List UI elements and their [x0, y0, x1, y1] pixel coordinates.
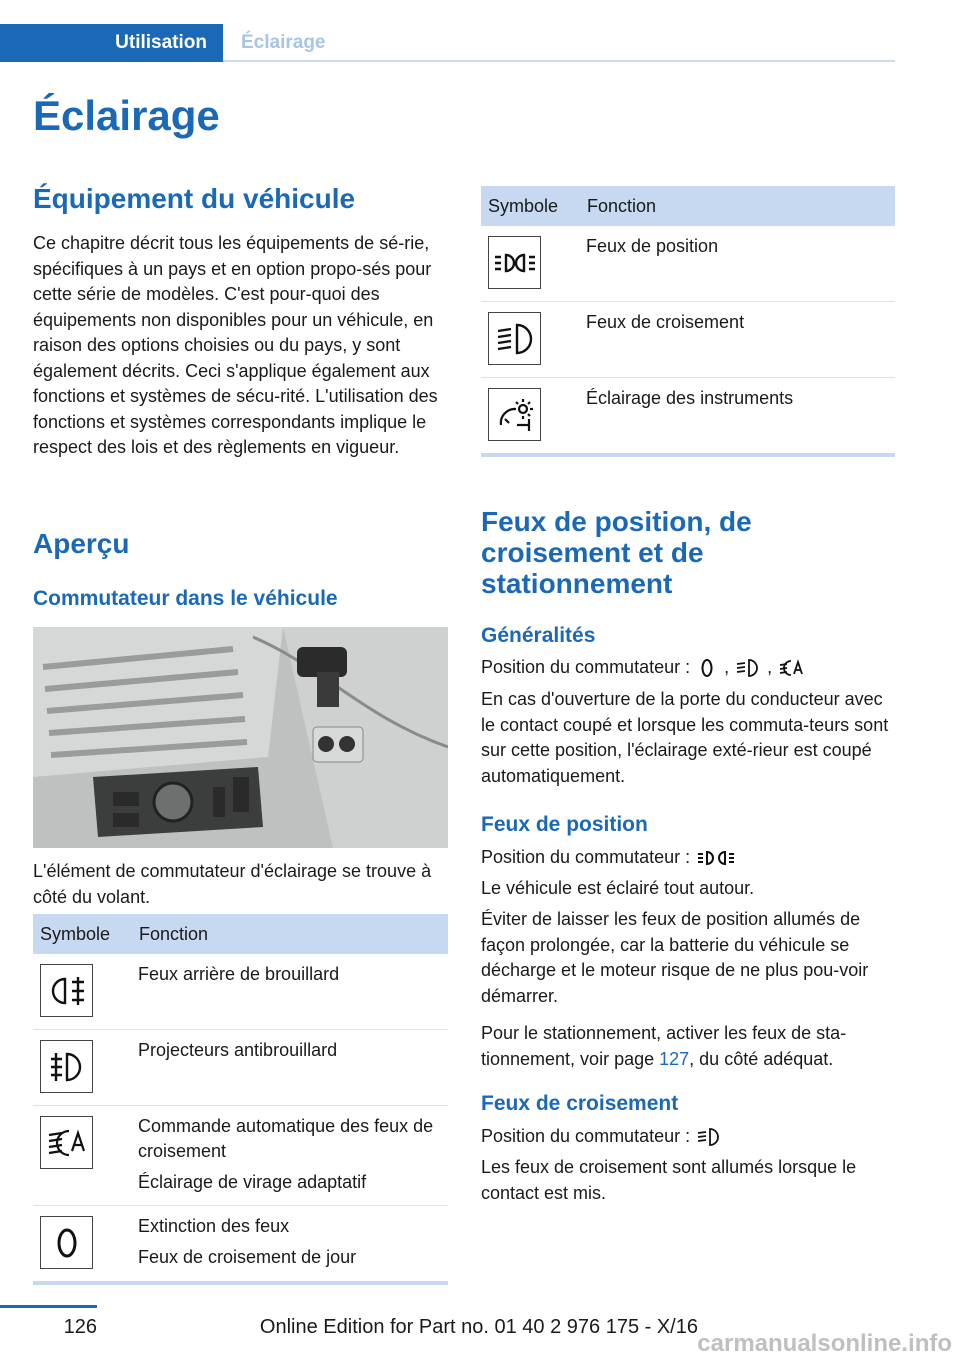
auto-low-beam-icon: [40, 1116, 93, 1169]
low-beam-heading: Feux de croisement: [481, 1092, 679, 1115]
function-text: Feux arrière de brouillard: [138, 964, 340, 984]
parking-paragraph-2: Éviter de laisser les feux de position allumés de façon prolongée, car la batterie du véhicule se décharge et le moteur risque de ne plus pou-voir démarrer.: [481, 909, 869, 1006]
symbol-table-left: [33, 914, 448, 1285]
low-beam-icon: [488, 312, 541, 365]
parking-lights-icon: [488, 236, 541, 289]
parking-lights-icon: [696, 847, 736, 869]
low-beam-paragraph: Les feux de croisement sont allumés lorsque le contact est mis.: [481, 1157, 857, 1203]
parking-paragraph-3: Pour le stationnement, activer les feux de sta-tionnement, voir page 127, du côté adéquat.: [481, 1023, 847, 1069]
table-header-symbol: Symbole: [33, 914, 132, 954]
general-heading: Généralités: [481, 624, 596, 647]
photo-caption: L'élément de commutateur d'éclairage se trouve à côté du volant.: [33, 861, 432, 907]
top-nav: [0, 24, 895, 62]
table-header-row: [33, 914, 448, 954]
page-link[interactable]: 127: [659, 1048, 690, 1069]
separator: ,: [724, 657, 730, 677]
front-fog-light-icon: [40, 1040, 93, 1093]
table-header-symbol: Symbole: [481, 186, 580, 226]
switch-subheading: Commutateur dans le véhicule: [33, 587, 338, 610]
table-row: [33, 954, 448, 1030]
position-label: Position du commutateur :: [481, 657, 691, 677]
nav-rule: [223, 60, 895, 62]
page-number: 126: [63, 1316, 97, 1338]
table-header-row: [481, 186, 895, 226]
low-beam-icon: [696, 1126, 722, 1148]
nav-section-label: Utilisation: [115, 32, 207, 53]
position-label: Position du commutateur :: [481, 847, 691, 867]
parking-lights-heading: Feux de position: [481, 813, 648, 836]
nav-section-tab[interactable]: [0, 24, 223, 62]
function-text: Éclairage des instruments: [586, 388, 794, 408]
table-row: [481, 302, 895, 378]
low-beam-icon: [735, 657, 761, 679]
lights-section-heading: Feux de position, de croisement et de stationnement: [481, 506, 752, 599]
equipment-paragraph: Ce chapitre décrit tous les équipements de sé-rie, spécifiques à un pays et en option propo-sés pour cette série de modèles. C'est pour-quoi des équipements non disponibles pour un véhicule, en raison des options choisies ou du pays, y sont également décrits. Ceci s'applique également aux fonctions et systèmes de sécu-rité. L'utilisation des fonctions et systèmes correspondants implique le respect des lois et des règlements en vigueur.: [33, 233, 438, 457]
function-text: Commande automatique des feux de croisement: [138, 1116, 434, 1161]
rear-fog-light-icon: [40, 964, 93, 1017]
lights-off-icon: [40, 1216, 93, 1269]
separator: ,: [767, 657, 773, 677]
nav-subsection-label: Éclairage: [241, 32, 326, 53]
watermark: carmanualsonline.info: [697, 1330, 952, 1357]
function-text: Projecteurs antibrouillard: [138, 1040, 338, 1060]
table-row: [33, 1206, 448, 1284]
edition-text: Online Edition for Part no. 01 40 2 976 175 - X/16: [259, 1316, 698, 1338]
general-paragraph: En cas d'ouverture de la porte du conducteur avec le contact coupé et lorsque les commuta-teurs sont sur cette position, l'éclairage exté-rieur est coupé automatiquement.: [481, 689, 889, 786]
function-text: Feux de croisement de jour: [138, 1247, 357, 1267]
equipment-heading: Équipement du véhicule: [33, 183, 356, 214]
footer-rule: [0, 1305, 97, 1308]
table-header-function: Fonction: [132, 914, 448, 954]
instrument-lighting-icon: [488, 388, 541, 441]
parking-paragraph-1: Le véhicule est éclairé tout autour.: [481, 878, 755, 898]
table-row: [33, 1030, 448, 1106]
light-switch-photo: [33, 627, 448, 848]
low-beam-switch-position: [481, 1124, 728, 1150]
lights-off-icon: [696, 657, 718, 679]
general-switch-position: [481, 655, 812, 681]
table-row: [481, 226, 895, 302]
function-text: Extinction des feux: [138, 1216, 290, 1236]
function-text: Feux de position: [586, 236, 719, 256]
table-header-function: Fonction: [580, 186, 895, 226]
page-title: Éclairage: [33, 92, 220, 139]
overview-heading: Aperçu: [33, 528, 130, 559]
function-text: Feux de croisement: [586, 312, 745, 332]
auto-low-beam-icon: [778, 657, 806, 679]
function-text: Éclairage de virage adaptatif: [138, 1172, 367, 1192]
nav-subsection-tab[interactable]: [241, 24, 326, 62]
parking-switch-position: [481, 845, 742, 871]
symbol-table-right: [481, 186, 895, 457]
position-label: Position du commutateur :: [481, 1126, 691, 1146]
table-row: [481, 378, 895, 456]
table-row: [33, 1106, 448, 1206]
